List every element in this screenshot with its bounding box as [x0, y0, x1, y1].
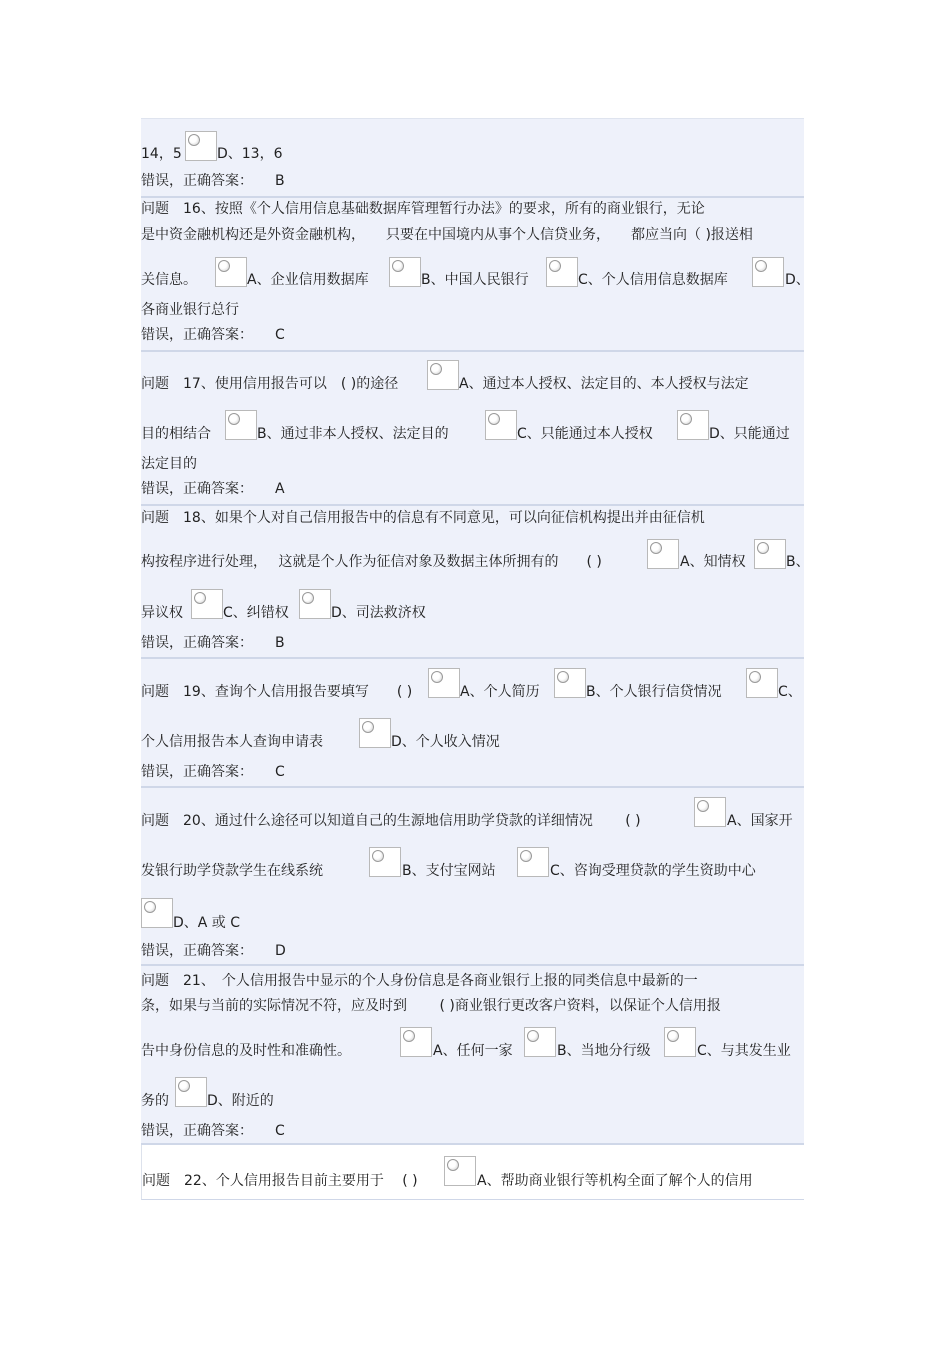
correct-answer: D: [275, 943, 286, 959]
question-text: 问题 18、如果个人对自己信用报告中的信息有不同意见，可以向征信机构提出并由征信机: [141, 510, 705, 526]
option-d-label: D、A 或 C: [173, 915, 241, 931]
question-text: 问题 22、个人信用报告目前主要用于 ( ): [142, 1173, 418, 1189]
option-c-label: C、个人信用信息数据库: [578, 272, 728, 288]
radio-option-c[interactable]: [517, 847, 549, 877]
radio-icon: [488, 413, 500, 425]
question-text: 发银行助学贷款学生在线系统: [141, 863, 323, 879]
option-b-label: B、当地分行级: [557, 1043, 651, 1059]
option-d-label: D、只能通过: [709, 426, 790, 442]
radio-option-a[interactable]: [400, 1027, 432, 1057]
question-text: 务的: [141, 1093, 169, 1109]
radio-option-d[interactable]: [299, 589, 331, 619]
radio-icon: [557, 671, 569, 683]
radio-icon: [372, 850, 384, 862]
question-text: 是中资金融机构还是外资金融机构， 只要在中国境内从事个人信贷业务， 都应当向（ )报送相: [141, 227, 753, 243]
question-22-block: [141, 1145, 804, 1200]
radio-icon: [194, 592, 206, 604]
radio-icon: [697, 800, 709, 812]
question-20-block: [141, 788, 804, 966]
radio-icon: [392, 260, 404, 272]
radio-icon: [431, 671, 443, 683]
radio-icon: [447, 1159, 459, 1171]
radio-icon: [430, 363, 442, 375]
correct-answer: C: [275, 1123, 285, 1139]
correct-answer: C: [275, 327, 285, 343]
option-a-label: A、国家开: [727, 813, 793, 829]
question-text: 目的相结合: [141, 426, 211, 442]
radio-option-d[interactable]: [677, 410, 709, 440]
radio-icon: [520, 850, 532, 862]
question-19-block: [141, 659, 804, 788]
option-c-tail: 14，5: [141, 146, 182, 162]
radio-icon: [549, 260, 561, 272]
radio-option-a[interactable]: [694, 797, 726, 827]
question-17-block: [141, 352, 804, 506]
radio-option-d[interactable]: [185, 131, 217, 161]
option-b-label: B、个人银行信贷情况: [586, 684, 722, 700]
option-c-label: C、只能通过本人授权: [517, 426, 653, 442]
option-a-label: A、帮助商业银行等机构全面了解个人的信用: [477, 1173, 753, 1189]
option-b-label: B、中国人民银行: [421, 272, 529, 288]
option-d-label: D、13，6: [217, 146, 283, 162]
option-a-label: A、个人简历: [460, 684, 540, 700]
question-text: 个人信用报告本人查询申请表: [141, 734, 323, 750]
option-d-label: D、附近的: [207, 1093, 274, 1109]
question-16-block: [141, 198, 810, 352]
radio-option-a[interactable]: [428, 668, 460, 698]
correct-answer: A: [275, 481, 285, 497]
radio-icon: [757, 542, 769, 554]
correct-answer: B: [275, 173, 285, 189]
option-c-label: C、与其发生业: [697, 1043, 791, 1059]
radio-option-c[interactable]: [191, 589, 223, 619]
question-18-block: [141, 506, 810, 659]
quiz-sheet: [141, 118, 810, 1200]
radio-icon: [527, 1030, 539, 1042]
radio-option-d[interactable]: [752, 257, 784, 287]
radio-option-a[interactable]: [647, 539, 679, 569]
radio-option-c[interactable]: [664, 1027, 696, 1057]
option-a-label: A、企业信用数据库: [247, 272, 369, 288]
option-a-label: A、通过本人授权、法定目的、本人授权与法定: [459, 376, 749, 392]
radio-icon: [755, 260, 767, 272]
radio-icon: [144, 901, 156, 913]
option-d-label: D、个人收入情况: [391, 734, 500, 750]
result-text: 错误，正确答案：: [141, 327, 253, 343]
radio-option-b[interactable]: [524, 1027, 556, 1057]
radio-option-a[interactable]: [427, 360, 459, 390]
result-text: 错误，正确答案：: [141, 635, 253, 651]
radio-option-a[interactable]: [215, 257, 247, 287]
question-text: 条，如果与当前的实际情况不符，应及时到 ( )商业银行更改客户资料，以保证个人信用报: [141, 998, 721, 1014]
radio-icon: [302, 592, 314, 604]
result-text: 错误，正确答案：: [141, 173, 253, 189]
option-b-label: B、支付宝网站: [402, 863, 496, 879]
option-c-label: C、: [778, 684, 802, 700]
option-a-label: A、任何一家: [433, 1043, 513, 1059]
radio-icon: [667, 1030, 679, 1042]
result-text: 错误，正确答案：: [141, 1123, 253, 1139]
correct-answer: C: [275, 764, 285, 780]
question-text: 问题 16、按照《个人信用信息基础数据库管理暂行办法》的要求，所有的商业银行，无论: [141, 201, 705, 217]
radio-icon: [403, 1030, 415, 1042]
question-text: 法定目的: [141, 456, 197, 472]
question-text: 问题 20、通过什么途径可以知道自己的生源地信用助学贷款的详细情况 ( ): [141, 813, 641, 829]
radio-option-c[interactable]: [546, 257, 578, 287]
option-a-label: A、知情权: [680, 554, 746, 570]
question-text: 各商业银行总行: [141, 302, 239, 318]
radio-option-b[interactable]: [554, 668, 586, 698]
radio-icon: [362, 721, 374, 733]
question-text: 问题 19、查询个人信用报告要填写 ( ): [141, 684, 413, 700]
question-21-block: [141, 966, 804, 1145]
question-text: 问题 21、 个人信用报告中显示的个人身份信息是各商业银行上报的同类信息中最新的一: [141, 973, 698, 989]
radio-icon: [218, 260, 230, 272]
radio-icon: [188, 134, 200, 146]
question-text: 构按程序进行处理， 这就是个人作为征信对象及数据主体所拥有的 ( ): [141, 554, 602, 570]
option-b-label: B、通过非本人授权、法定目的: [257, 426, 449, 442]
radio-option-d[interactable]: [359, 718, 391, 748]
radio-option-b[interactable]: [225, 410, 257, 440]
radio-icon: [178, 1080, 190, 1092]
question-text: 关信息。: [141, 272, 197, 288]
question-15-block: [141, 118, 804, 198]
radio-option-b[interactable]: [369, 847, 401, 877]
option-c-label: C、纠错权: [223, 605, 289, 621]
option-d-label: D、: [785, 272, 810, 288]
result-text: 错误，正确答案：: [141, 764, 253, 780]
result-text: 错误，正确答案：: [141, 943, 253, 959]
question-text: 异议权: [141, 605, 183, 621]
radio-option-b[interactable]: [389, 257, 421, 287]
radio-icon: [749, 671, 761, 683]
option-d-label: D、司法救济权: [331, 605, 426, 621]
option-b-label: B、: [786, 554, 810, 570]
option-c-label: C、咨询受理贷款的学生资助中心: [550, 863, 756, 879]
result-text: 错误，正确答案：: [141, 481, 253, 497]
radio-option-c[interactable]: [485, 410, 517, 440]
radio-option-d[interactable]: [175, 1077, 207, 1107]
correct-answer: B: [275, 635, 285, 651]
radio-option-a[interactable]: [444, 1156, 476, 1186]
question-text: 问题 17、使用信用报告可以 ( )的途径: [141, 376, 399, 392]
question-text: 告中身份信息的及时性和准确性。: [141, 1043, 351, 1059]
radio-option-c[interactable]: [746, 668, 778, 698]
radio-icon: [680, 413, 692, 425]
radio-icon: [650, 542, 662, 554]
radio-option-b[interactable]: [754, 539, 786, 569]
radio-option-d[interactable]: [141, 898, 173, 928]
radio-icon: [228, 413, 240, 425]
